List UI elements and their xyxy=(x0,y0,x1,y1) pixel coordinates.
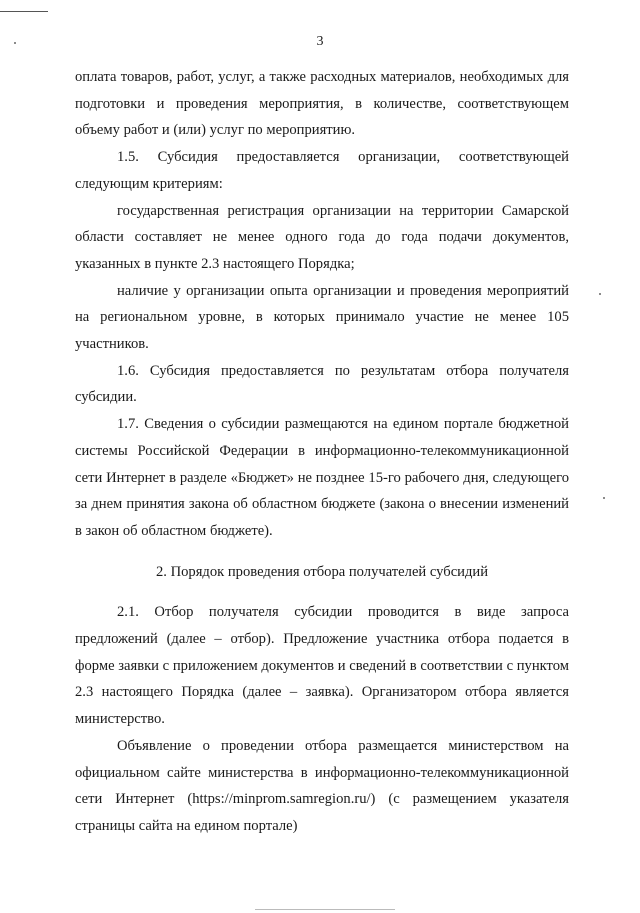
scan-edge-mark xyxy=(0,11,48,12)
scan-speck xyxy=(599,293,601,295)
page-number: 3 xyxy=(316,34,324,49)
paragraph: 1.5. Субсидия предоставляется организации, соответствующей следующим критериям: xyxy=(75,149,569,192)
scan-edge-mark xyxy=(255,909,395,910)
paragraph: 2.1. Отбор получателя субсидии проводится в виде запроса предложений (далее – отбор). Предложение участника отбора подается в форме заявки с приложением документов и сведений в соответствии с пунктом 2.3 настоящего Порядка (далее – заявка). Организатором отбора является министерство. xyxy=(75,604,569,728)
section-heading: 2. Порядок проведения отбора получателей субсидий xyxy=(155,563,489,580)
paragraph: Объявление о проведении отбора размещается министерством на официальном сайте министерства в информационно-телекоммуникационной сети Интернет (https://minprom.samregion.ru/) (с размещением указателя страницы сайта на едином портале) xyxy=(75,737,569,834)
paragraph: государственная регистрация организации на территории Самарской области составляет не менее одного года до года подачи документов, указанных в пункте 2.3 настоящего Порядка; xyxy=(75,202,569,272)
scan-speck xyxy=(603,497,605,499)
paragraph: оплата товаров, работ, услуг, а также расходных материалов, необходимых для подготовки и проведения мероприятия, в количестве, соответствующем объему работ и (или) услуг по мероприятию. xyxy=(75,69,569,139)
paragraph: 1.7. Сведения о субсидии размещаются на едином портале бюджетной системы Российской Федерации в информационно-телекоммуникационной сети Интернет в разделе «Бюджет» не позднее 15-го рабочего дня, следующего за днем принятия закона об областном бюджете (закона о внесении изменений в закон об областном бюджете). xyxy=(75,416,569,539)
document-body xyxy=(75,64,569,840)
paragraph: наличие у организации опыта организации и проведения мероприятий на региональном уровне, в которых принимало участие не менее 105 участников. xyxy=(75,282,569,353)
paragraph: 1.6. Субсидия предоставляется по результатам отбора получателя субсидии. xyxy=(75,362,569,406)
